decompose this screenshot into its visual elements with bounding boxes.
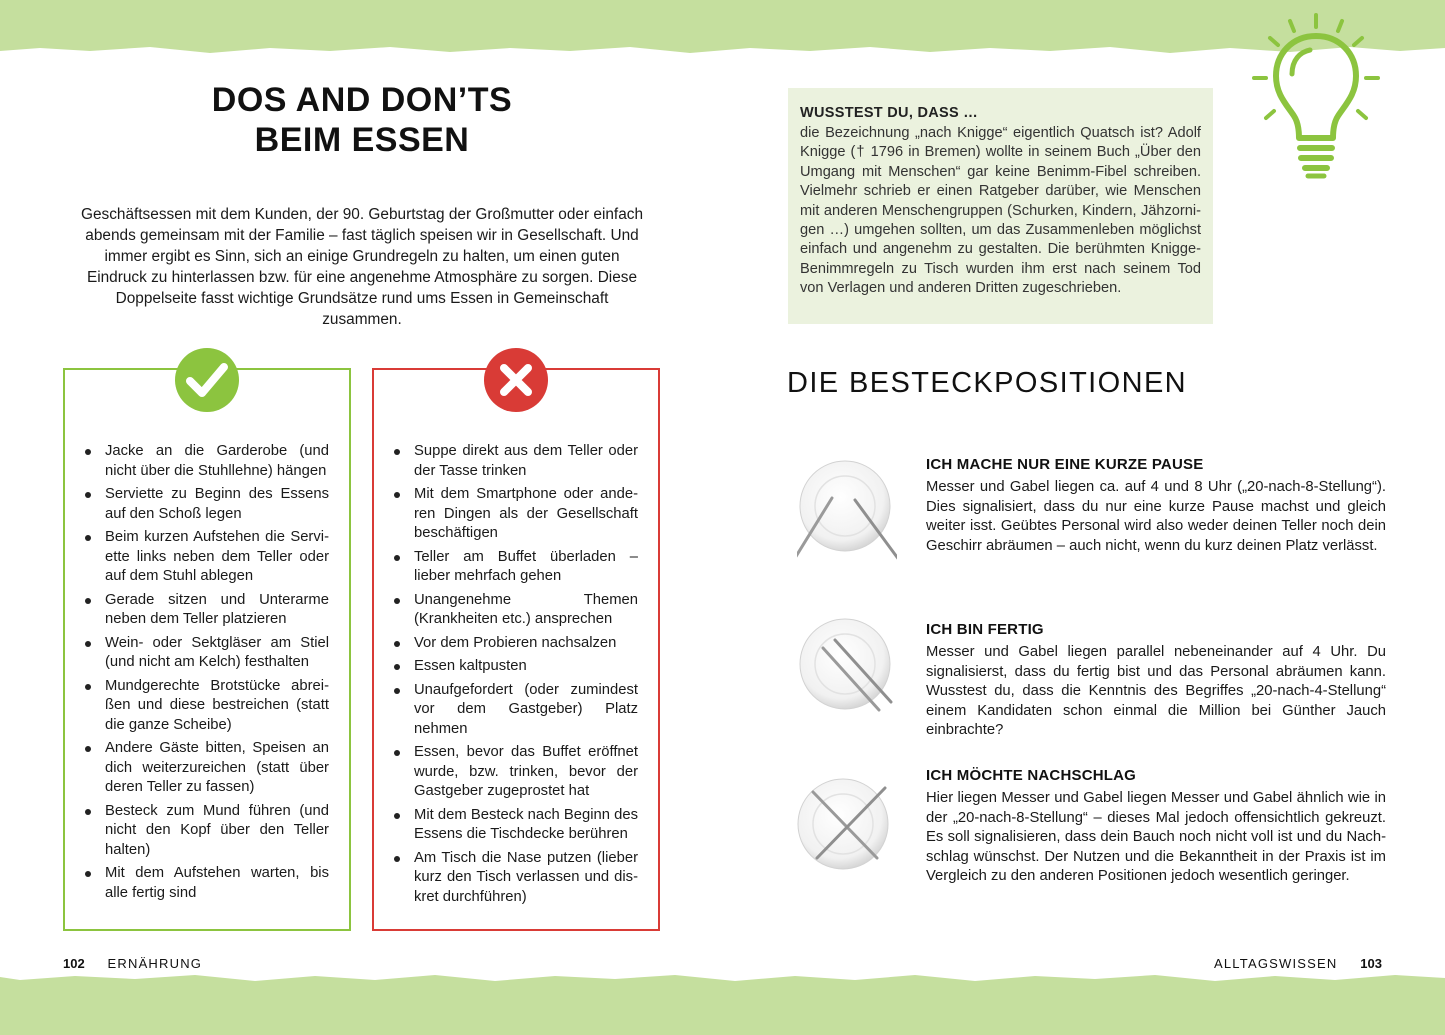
page-number-left: 102 [63,956,85,971]
list-item: Mundgerechte Brotstücke abreißen und diese bestreichen (statt die ganze Scheibe) [81,677,329,736]
section-name-right: ALLTAGSWISSEN [1214,956,1338,971]
position-heading: ICH MACHE NUR EINE KURZE PAUSE [926,456,1204,473]
plate-cutlery-icon [797,612,897,712]
list-item: Wein- oder Sektgläser am Stiel (und nicht am Kelch) festhalten [81,634,329,673]
section-title: DIE BESTECKPOSITIONEN [787,367,1188,399]
list-item: Mit dem Besteck nach Beginn des Essens die Tischdecke berühren [390,806,638,845]
list-item: Am Tisch die Nase putzen (lieber kurz den Tisch verlassen und diskret durchführen) [390,849,638,908]
page-title-line-2: BEIM ESSEN [254,121,470,159]
position-text: Hier liegen Messer und Gabel liegen Messer und Gabel ähnlich wie in der „20-nach-8-Stellung“ – dieses Mal jedoch offensichtlich gekreuzt. Es soll signalisieren, dass dein Bauch noch nicht voll ist und du Nachschlag wünschst. Der Nutzen und die Bekanntheit in der Praxis ist im Vergleich zu den anderen Positionen jedoch wesentlich geringer. [926,790,1386,884]
torn-edge-bottom [0,971,1445,985]
position-heading: ICH MÖCHTE NACHSCHLAG [926,767,1137,784]
top-decor-band [0,0,1445,44]
list-item: Unaufgefordert (oder zumindest vor dem Gastgeber) Platz nehmen [390,681,638,740]
page-title [80,80,644,160]
list-item: Vor dem Probieren nachsalzen [390,634,638,654]
list-item: Teller am Buffet überladen – lieber mehrfach gehen [390,548,638,587]
list-item: Besteck zum Mund führen (und nicht den Kopf über den Teller halten) [81,802,329,861]
position-finished [926,620,1386,741]
footer-left [63,956,202,971]
dos-list [81,442,329,907]
position-pause [926,455,1386,556]
cross-icon [484,348,548,412]
info-text: die Bezeichnung „nach Knigge“ eigentlich Quatsch ist? Adolf Knigge († 1796 in Bremen) wollte in seinem Buch „Über den Umgang mit Menschen“ gar keine Benimm-Fibel schreiben. Vielmehr schrieb er einen Ratgeber darüber, wie Menschen mit anderen Menschengruppen (Schurken, Kindern, Jähzornigen …) umgehen sollten, um das Zusammenleben möglichst einfach und angenehm zu gestalten. Die berühmten Knigge-Benimmregeln zu Tisch wurden ihm erst nach seinem Tod von Verlagen und anderen Dritten zugeschrieben. [800,125,1201,297]
plate-cutlery-icon [797,774,897,874]
list-item: Suppe direkt aus dem Teller oder der Tasse trinken [390,442,638,481]
list-item: Serviette zu Beginn des Essens auf den Schoß legen [81,485,329,524]
info-title: WUSSTEST DU, DASS … [800,105,979,121]
list-item: Unangenehme Themen (Krankheiten etc.) ansprechen [390,591,638,630]
position-heading: ICH BIN FERTIG [926,621,1044,638]
footer-right [1214,956,1382,971]
lightbulb-icon [1246,12,1386,184]
intro-paragraph: Geschäftsessen mit dem Kunden, der 90. Geburtstag der Großmutter oder einfach abends gemeinsam mit der Familie – fast täglich speisen wir in Gesellschaft. Und immer ergibt es Sinn, sich an einige Grundregeln zu halten, um einen guten Eindruck zu hinterlassen bzw. für eine angenehme Atmosphäre zu sorgen. Diese Doppelseite fasst wichtige Grundsätze rund ums Essen in Gemeinschaft zusammen. [80,206,644,328]
list-item: Andere Gäste bitten, Speisen an dich weiterzureichen (statt über deren Teller zu fassen) [81,739,329,798]
list-item: Mit dem Smartphone oder anderen Dingen als der Gesellschaft beschäftigen [390,485,638,544]
position-second-helping [926,766,1386,887]
section-name-left: ERNÄHRUNG [107,956,203,971]
list-item: Essen, bevor das Buffet eröffnet wurde, bzw. trinken, bevor der Gastgeber zugeprostet hat [390,743,638,802]
list-item: Gerade sitzen und Unterarme neben dem Teller platzieren [81,591,329,630]
dos-box [63,368,351,931]
checkmark-icon [175,348,239,412]
bottom-decor-band [0,983,1445,1035]
list-item: Mit dem Aufstehen warten, bis alle fertig sind [81,864,329,903]
donts-list [390,442,638,911]
position-text: Messer und Gabel liegen parallel nebeneinander auf 4 Uhr. Du signalisierst, dass du fertig bist und das Personal abräumen kann. Wusstest du, dass die Kenntnis des Begriffes „20-nach-4-Stellung“ einem Kandidaten schon einmal die Million bei Günther Jauch einbrachte? [926,644,1386,738]
donts-box [372,368,660,931]
plate-cutlery-icon [797,460,897,560]
page-title-line-1: DOS AND DON’TS [211,81,513,119]
did-you-know-box [788,88,1213,324]
torn-edge-top [0,42,1445,56]
list-item: Beim kurzen Aufstehen die Serviette links neben dem Teller oder auf dem Stuhl ablegen [81,528,329,587]
list-item: Essen kaltpusten [390,657,638,677]
page-number-right: 103 [1360,956,1382,971]
position-text: Messer und Gabel liegen ca. auf 4 und 8 Uhr („20-nach-8-Stellung“). Dies signalisiert, dass du nur eine kurze Pause machst und gleich weiter isst. Geübtes Personal wird also weder deinen Teller noch dein Geschirr abräumen – auch nicht, wenn du kurz deinen Platz verlässt. [926,479,1386,554]
list-item: Jacke an die Garderobe (und nicht über die Stuhllehne) hängen [81,442,329,481]
